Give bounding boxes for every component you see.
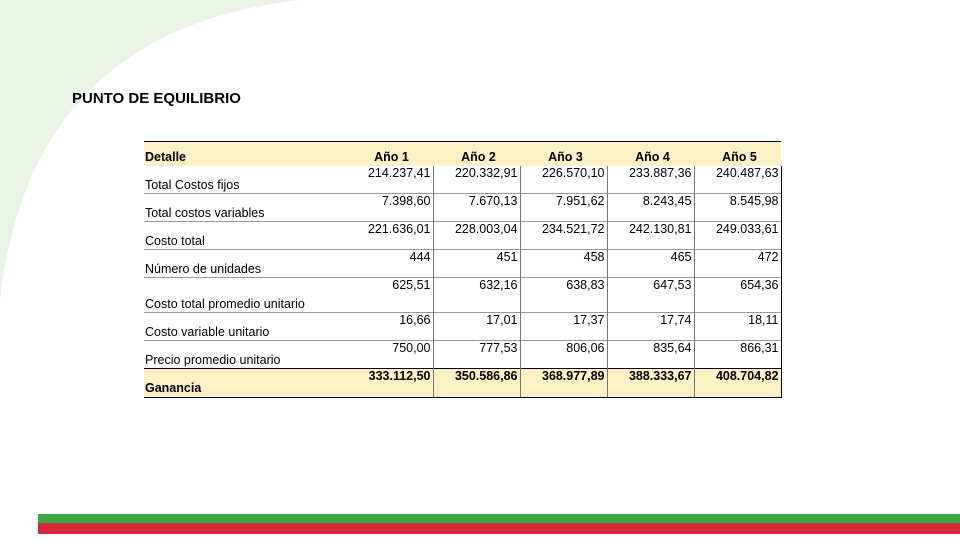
cell-value: 249.033,61 xyxy=(694,222,781,250)
cell-value: 16,66 xyxy=(346,313,433,341)
header-year-4: Año 4 xyxy=(607,142,694,167)
total-value: 333.112,50 xyxy=(346,369,433,398)
cell-value: 240.487,63 xyxy=(694,166,781,194)
cell-value: 7.951,62 xyxy=(520,194,607,222)
page-title: PUNTO DE EQUILIBRIO xyxy=(72,90,241,107)
row-label: Costo variable unitario xyxy=(144,313,346,341)
header-year-1: Año 1 xyxy=(346,142,433,167)
break-even-table xyxy=(144,141,782,398)
cell-value: 17,01 xyxy=(433,313,520,341)
cell-value: 17,74 xyxy=(607,313,694,341)
total-value: 408.704,82 xyxy=(694,369,781,398)
row-label: Total Costos fijos xyxy=(145,178,240,192)
cell-value: 647,53 xyxy=(607,278,694,313)
total-value: 350.586,86 xyxy=(433,369,520,398)
cell-value: 458 xyxy=(520,250,607,278)
cell-value: 806,06 xyxy=(520,341,607,369)
footer-green-bar xyxy=(38,514,960,523)
cell-value: 451 xyxy=(433,250,520,278)
row-label: Total costos variables xyxy=(144,194,346,222)
cell-value: 638,83 xyxy=(520,278,607,313)
table-row xyxy=(144,313,781,341)
cell-value: 7.670,13 xyxy=(433,194,520,222)
table-total-row xyxy=(144,369,781,398)
cell-value: 18,11 xyxy=(694,313,781,341)
total-label: Ganancia xyxy=(144,369,346,398)
cell-value: 654,36 xyxy=(694,278,781,313)
row-label: Costo total promedio unitario xyxy=(144,278,346,313)
cell-value: 221.636,01 xyxy=(346,222,433,250)
table-row xyxy=(144,250,781,278)
table-row xyxy=(144,222,781,250)
cell-value: 444 xyxy=(346,250,433,278)
footer-red-bar xyxy=(38,523,960,534)
cell-value: 8.545,98 xyxy=(694,194,781,222)
cell-value: 472 xyxy=(694,250,781,278)
cell-value: 835,64 xyxy=(607,341,694,369)
cell-value: 750,00 xyxy=(346,341,433,369)
header-detail: Detalle xyxy=(144,142,346,167)
cell-value: 8.243,45 xyxy=(607,194,694,222)
cell-value: 228.003,04 xyxy=(433,222,520,250)
cell-value: 234.521,72 xyxy=(520,222,607,250)
row-label: Número de unidades xyxy=(144,250,346,278)
row-label: Precio promedio unitario xyxy=(144,341,346,369)
header-year-3: Año 3 xyxy=(520,142,607,167)
cell-value: 220.332,91 xyxy=(433,166,520,194)
cell-value: 777,53 xyxy=(433,341,520,369)
table-row xyxy=(144,278,781,313)
cell-value: 226.570,10 xyxy=(520,166,607,194)
cell-value: 214.237,41 xyxy=(346,166,433,194)
table-row xyxy=(144,166,781,194)
cell-value: 242.130,81 xyxy=(607,222,694,250)
cell-value: 465 xyxy=(607,250,694,278)
row-label: Costo total xyxy=(144,222,346,250)
header-year-2: Año 2 xyxy=(433,142,520,167)
table-row xyxy=(144,194,781,222)
cell-value: 632,16 xyxy=(433,278,520,313)
total-value: 368.977,89 xyxy=(520,369,607,398)
table-row xyxy=(144,341,781,369)
cell-value: 7.398,60 xyxy=(346,194,433,222)
cell-value: 233.887,36 xyxy=(607,166,694,194)
table-header-row xyxy=(144,142,781,167)
header-year-5: Año 5 xyxy=(694,142,781,167)
cell-value: 625,51 xyxy=(346,278,433,313)
cell-value: 17,37 xyxy=(520,313,607,341)
total-value: 388.333,67 xyxy=(607,369,694,398)
cell-value: 866,31 xyxy=(694,341,781,369)
